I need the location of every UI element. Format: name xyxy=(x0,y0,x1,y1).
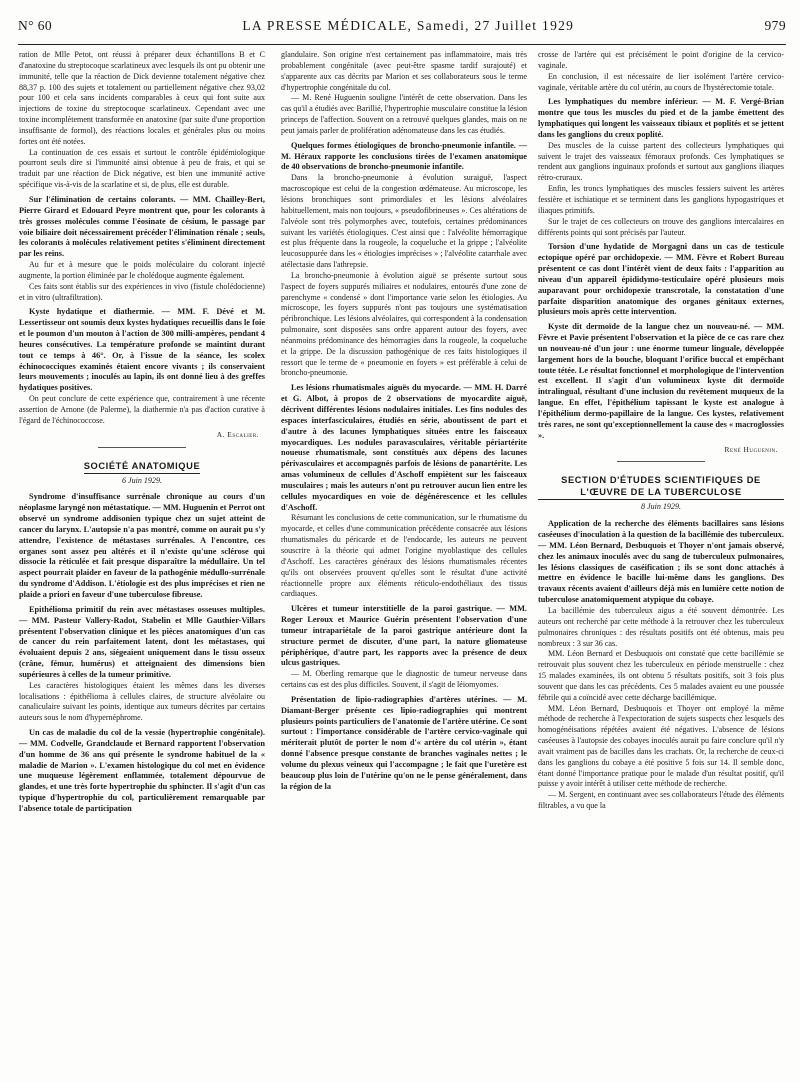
body-paragraph: En conclusion, il est nécessaire de lier isolément l'artère cervico-vaginale, véritable artère du col utérin, au cours de l'hystérectomie totale. xyxy=(538,71,784,92)
body-paragraph: Des muscles de la cuisse partent des collecteurs lymphatiques qui suivent le trajet des vaisseaux fémoraux profonds. Ces lymphatiques se rendent aux ganglions inguinaux profonds et surtout aux ganglions iliaques rétro-cruraux. xyxy=(538,140,784,183)
column-right xyxy=(538,50,784,1072)
section-divider xyxy=(98,447,187,448)
report-heading: Syndrome d'insuffisance surrénale chronique au cours d'un néoplasme laryngé non métastatique. — MM. Huguenin et Perrot ont observé un syndrome addisonien typique chez un sujet atteint de cancer du larynx. L'autopsie n'a pas montré, comme on aurait pu s'y attendre, l'existence de métastases surrénales. A l'encontre, ces organes sont assez peu altérés et il n'existe qu'une sclérose qui dissocie la réticulée et fait presque disparaître la médullaire. Un tel aspect pourrait plaider en faveur de la pathogénie médullo-surrénale du syndrome d'Addison. L'étiologie est des plus imprécises et rien ne plaide a priori en faveur d'une tuberculose fibreuse. xyxy=(19,492,265,599)
body-paragraph: glandulaire. Son origine n'est certainement pas inflammatoire, mais très probablement congénitale (avec peut-être spasme tardif surajouté) et s'apparente aux cas décrits par Marion et ses collaborateurs sous le terme d'hypertrophie congénitale du col. xyxy=(281,50,527,92)
body-paragraph: La continuation de ces essais et surtout le contrôle épidémiologique pourront seuls dire si l'immunité ainsi obtenue à peu de frais, et qui se traduit par une réaction de Dick négative, est bien une immunité active spécifique vis-à-vis de la scarlatine et si, de plus, elle est durable. xyxy=(19,147,265,190)
column-left xyxy=(19,50,265,1072)
society-heading-text: SECTION D'ÉTUDES SCIENTIFIQUES DE L'ŒUVRE DE LA TUBERCULOSE xyxy=(538,474,784,500)
journal-title: LA PRESSE MÉDICALE, Samedi, 27 Juillet 1929 xyxy=(242,18,575,33)
running-head xyxy=(18,18,786,40)
report-heading: Sur l'élimination de certains colorants. — MM. Chailley-Bert, Pierre Girard et Edouard Peyre montrent que, pour les colorants à très grosses molécules comme l'éosinate de césium, le passage par voie biliaire doit nécessairement précéder l'élimination rénale ; seuls, les colorants à molécules relativement petites s'éliminent directement par les reins. xyxy=(19,194,265,259)
report-heading: Kyste hydatique et diathermie. — MM. F. Dévé et M. Lessertisseur ont soumis deux kystes hydatiques recueillis dans le foie et le poumon d'un mouton à l'action de 300 milli-ampères, pendant 4 heures consécutives. La température profonde se maintint durant tout ce temps à 46°. Or, à l'issue de la séance, les scolex échinococciques examinés étaient encore vivants ; ils conservaient leurs mouvements ; inoculés au lapin, ils ont donné lieu à des greffes hydatiques positives. xyxy=(19,307,265,393)
body-paragraph: crosse de l'artère qui est précisément le point d'origine de la cervico-vaginale. xyxy=(538,50,784,70)
body-paragraph: La bacillémie des tuberculeux aigus a été souvent démontrée. Les auteurs ont recherché par cette méthode à la retrouver chez les tuberculeux pulmonaires chroniques : des résultats positifs ont été obtenus, mais peu nombreux : 3 sur 36 cas. xyxy=(538,605,784,648)
body-paragraph: MM. Léon Bernard et Desbuquois ont constaté que cette bacillémie se retrouvait plus souvent chez les tuberculeux en période menstruelle : chez 15 malades examinées, ils ont obtenu 5 résultats positifs, soit 3 fois plus souvent que dans les cas précédents. Ces 5 malades avaient eu une poussée fébrile qui a coïncidé avec cette décharge bacillémique. xyxy=(538,649,784,702)
report-heading: Présentation de lipio-radiographies d'artères utérines. — M. Diamant-Berger présente ces lipio-radiographies qui montrent plusieurs points particuliers de l'anatomie de l'artère utérine. Ce sont surtout : l'importance considérable de l'artère cervico-vaginale qui mériterait plutôt de porter le nom d'« artère du col utérin », étant donné l'absence presque constante de branches vaginales nettes ; le volume du plexus veineux qui l'accompagne ; le fait que l'uretère est beaucoup plus loin de l'utérine qu'on ne le pense généralement, dans la région de la xyxy=(281,694,527,791)
page-number: 979 xyxy=(764,18,786,33)
report-heading: Application de la recherche des éléments bacillaires sans lésions caséeuses d'inoculation à la question de la bacillémie des tuberculeux. — MM. Léon Bernard, Desbuquois et Thoyer n'ont jamais observé, chez les animaux inoculés avec du sang de tuberculeux pulmonaires, les lésions classiques de caséification ; ils se sont donc attachés à mettre en évidence le bacille lui-même dans les ganglions. Des travaux récents avaient d'ailleurs déjà mis en lumière cette notion de tuberculose anatomiquement atypique du cobaye. xyxy=(538,519,784,605)
report-heading: Un cas de maladie du col de la vessie (hypertrophie congénitale). — MM. Codvelle, Grandclaude et Bernard rapportent l'observation d'un homme de 36 ans qui présente le syndrome habituel de la « maladie de Marion ». L'examen histologique du col met en évidence une muqueuse légèrement enflammée, totalement dépourvue de glandes, et une très forte hypertrophie du sphincter. Il s'agit d'un cas typique d'hypertrophie du col, particulièrement remarquable par l'absence totale de participation xyxy=(19,728,265,813)
body-paragraph: La broncho-pneumonie à évolution aiguë se présente surtout sous l'aspect de foyers suppurés miliaires et nodulaires, entourés d'une zone de parenchyme « condensé » dont l'importance varie selon les étiologies. Au microscope, les foyers suppurés n'ont pas toujours une systématisation péribronchique. Les lésions alvéolaires, qui correspondent à la condensation pulmonaire, sont disposées sans ordre apparent autour des foyers, avec néanmoins prédominance des hémorragies dans la rougeole, la coqueluche et la grippe. De la discussion pathogénique de ces faits histologiques il ressort que le terme de « pneumonie en foyers » est préférable à celui de broncho-pneumonie. xyxy=(281,270,527,378)
report-heading: Kyste dit dermoïde de la langue chez un nouveau-né. — MM. Fèvre et Pavie présentent l'observation et la pièce de ce cas rare chez un nouveau-né d'un jour : une énorme tumeur linguale, développée largement hors de la bouche, bloquant l'orifice buccal et empêchant toute tétée. Le résultat fonctionnel et morphologique de l'intervention est excellent. Il s'agit d'un volumineux kyste dit dermoïde intralingual, résultant d'une inclusion du revêtement muqueux de la langue. En effet, l'épithélium tapissant le kyste est analogue à l'épithélium dermo-papillaire de la langue. Ces kystes, relativement très rares, ne sont qu'exceptionnellement la cause des « macroglossies ». xyxy=(538,322,784,440)
header-rule xyxy=(18,44,786,45)
section-divider xyxy=(617,461,706,462)
body-paragraph: Ces faits sont établis sur des expériences in vivo (fistule cholédocienne) et in vitro (ultrafiltration). xyxy=(19,281,265,302)
society-heading xyxy=(19,460,265,474)
report-heading: Ulcères et tumeur interstitielle de la paroi gastrique. — MM. Roger Leroux et Maurice Guérin présentent l'observation d'une tumeur intrapariétale de la paroi gastrique antérieure dont la structure permet de discuter, d'une part, la nature gliomateuse périphérique, d'autre part, les rapports avec la présence de deux ulcus gastriques. xyxy=(281,604,527,668)
society-heading xyxy=(538,474,784,500)
report-heading: Torsion d'une hydatide de Morgagni dans un cas de testicule ectopique opéré par orchidopexie. — MM. Fèvre et Robert Bureau présentent ce cas dont l'intérêt vient de deux faits : l'apparition au niveau d'un appareil épididymo-testiculaire opéré plusieurs mois auparavant pour orchidopexie transcrotale, la constatation d'une parfaite disparition anatomique des organes génitaux externes, plusieurs mois après cette intervention. xyxy=(538,242,784,317)
body-paragraph: Les caractères histologiques étaient les mêmes dans les diverses localisations : épithélioma à cellules claires, de structure alvéolaire ou canaliculaire suivant les points, identique aux tumeurs décrites par certains auteurs sous le nom d'hypernéphrome. xyxy=(19,680,265,723)
body-paragraph: Enfin, les troncs lymphatiques des muscles fessiers suivent les artères fessière et ischiatique et se terminent dans les ganglions hypogastriques et iliaques primitifs. xyxy=(538,184,784,215)
issue-number: N° 60 xyxy=(18,18,53,33)
report-heading: Les lymphatiques du membre inférieur. — M. F. Vergé-Brian montre que tous les muscles du pied et de la jambe émettent des lymphatiques qui longent les vaisseaux tibiaux et poplités et se jettent dans les ganglions du creux poplité. xyxy=(538,97,784,139)
body-paragraph: — M. Sergent, en continuant avec ses collaborateurs l'étude des éléments filtrables, a vu que la xyxy=(538,790,784,811)
column-middle xyxy=(281,50,527,1072)
society-heading-text: SOCIÉTÉ ANATOMIQUE xyxy=(84,460,201,474)
body-paragraph: Sur le trajet de ces collecteurs on trouve des ganglions intercalaires en différents points qui sont précisés par l'auteur. xyxy=(538,216,784,237)
author-signature: René Huguenin. xyxy=(724,444,778,454)
body-paragraph: ration de Mlle Petot, ont réussi à préparer deux échantillons B et C d'anatoxine du streptocoque scarlatineux avec lesquels ils ont pu obtenir une immunité, telle que la réaction de Dick devienne totalement négative chez 88,37 p. 100 des sujets et totalement ou partiellement négative chez 93,02 pour 100 et cela sans incidents comparables à ceux qui font suite aux injections de toxine du streptocoque scarlatineux. Cependant avec une toxine incomplètement transformée en anatoxine (par suite d'une proportion insuffisante de formol), des réactions locales et générales plus ou moins fortes ont été notées. xyxy=(19,50,265,146)
body-paragraph: MM. Léon Bernard, Desbuquois et Thoyer ont employé la même méthode de recherche à l'expectoration de sujets suspects chez lesquels des homogénéisations répétées avaient été négatives. L'absence de lésions caséeuses à l'autopsie des cobayes inoculés aurait pu faire conclure qu'il n'y avait vraiment pas de bacilles dans les crachats. Or, la recherche de ceux-ci dans les ganglions du cobaye a été positive 5 fois sur 14. Il semble donc, étant donné l'importance pratique pour le malade d'un résultat positif, qu'il puisse y avoir intérêt à utiliser cette méthode de recherche. xyxy=(538,703,784,789)
body-paragraph: On peut conclure de cette expérience que, contrairement à une récente assertion de Arnone (de Palerme), la diathermie n'a pas d'action curative à l'égard de l'échinococcose. xyxy=(19,394,265,425)
body-paragraph: Dans la broncho-pneumonie à évolution suraiguë, l'aspect macroscopique est celui de la congestion œdémateuse. Au microscope, les lésions bronchiques sont primordiales et les lésions alvéolaires habituellement, mais non toujours, « pseudofibrineuses ». Ces altérations de l'alvéole sont très polymorphes avec, toutefois, certaines prédominances suivant les variétés étiologiques. C'est ainsi que : l'alvéolite hémorragique est plus fréquente dans la rougeole, la coqueluche et la grippe ; l'alvéolite leucosuppurée dans les « étiologies imprécises » ; l'alvéolite catarrhale avec atélectasie dans l'athrepsie. xyxy=(281,173,527,270)
report-heading: Quelques formes étiologiques de broncho-pneumonie infantile. — M. Héraux rapporte les conclusions tirées de l'examen anatomique de 40 observations de broncho-pneumonie infantile. xyxy=(281,140,527,172)
session-date: 6 Juin 1929. xyxy=(121,475,162,485)
body-paragraph: — M. Oberling remarque que le diagnostic de tumeur nerveuse dans certains cas est des plus difficiles. Souvent, il s'agit de léiomyomes. xyxy=(281,669,527,690)
author-signature: A. Escalier. xyxy=(216,429,259,439)
report-heading: Epithélioma primitif du rein avec métastases osseuses multiples. — MM. Pasteur Vallery-Radot, Stabelin et Mlle Gauthier-Villars présentent l'observation clinique et les pièces anatomiques d'un cas de cancer du rein parfaitement latent, dont les métastases, qui évoluaient depuis 2 ans, siégeaient uniquement dans le tissu osseux (crâne, fémur, humérus) et atteignaient des dimensions bien supérieures à celles de la tumeur primitive. xyxy=(19,604,265,679)
session-date: 8 Juin 1929. xyxy=(640,502,681,512)
body-paragraph: — M. René Huguenin souligne l'intérêt de cette observation. Dans les cas qu'il a étudiés avec Barillié, l'hypertrophie musculaire constitue la lésion princeps de l'affection. Souvent on a retrouvé quelques glandes, mais on ne peut jamais parler de prolifération adénomateuse dans les cas étudiés. xyxy=(281,93,527,135)
body-paragraph: Résumant les conclusions de cette communication, sur le rhumatisme du myocarde, et celles d'une communication précédente consacrée aux lésions rhumatismales du péricarde et de l'endocarde, les auteurs ne peuvent souscrire à la théorie qui admet l'origine myoblastique des cellules d'Aschoff. Les caractères généraux des lésions rhumatismales récentes qu'ils ont observées prouvent qu'elles sont le résultat d'une activité réactionnelle propre aux éléments réticulo-endothéliaux des tissus cardiaques. xyxy=(281,513,527,599)
report-heading: Les lésions rhumatismales aiguës du myocarde. — MM. H. Darré et G. Albot, à propos de 2 observations de myocardite aiguë, décrivent différentes lésions nodulaires initiales. Les fins nodules des espaces interfasciculaires, étudiés en série, aboutissent de part et d'autre à des lacunes lymphatiques situées entre les faisceaux myocardiques. Les nodules paravasculaires, véritable périartérite noueuse rhumatismale, sont constitués aux dépens des lacunes périvasculaires et accompagnés parfois de lésions de panartérite. Les amas volumineux de cellules d'Aschoff empiètent sur les faisceaux musculaires ; mais les auteurs n'ont pu retrouver aucun lien entre les cellules myocardiques en voie de dégénérescence et les cellules d'Aschoff. xyxy=(281,383,527,512)
body-paragraph: Au fur et à mesure que le poids moléculaire du colorant injecté augmente, la portion éliminée par le cholédoque augmente également. xyxy=(19,260,265,280)
